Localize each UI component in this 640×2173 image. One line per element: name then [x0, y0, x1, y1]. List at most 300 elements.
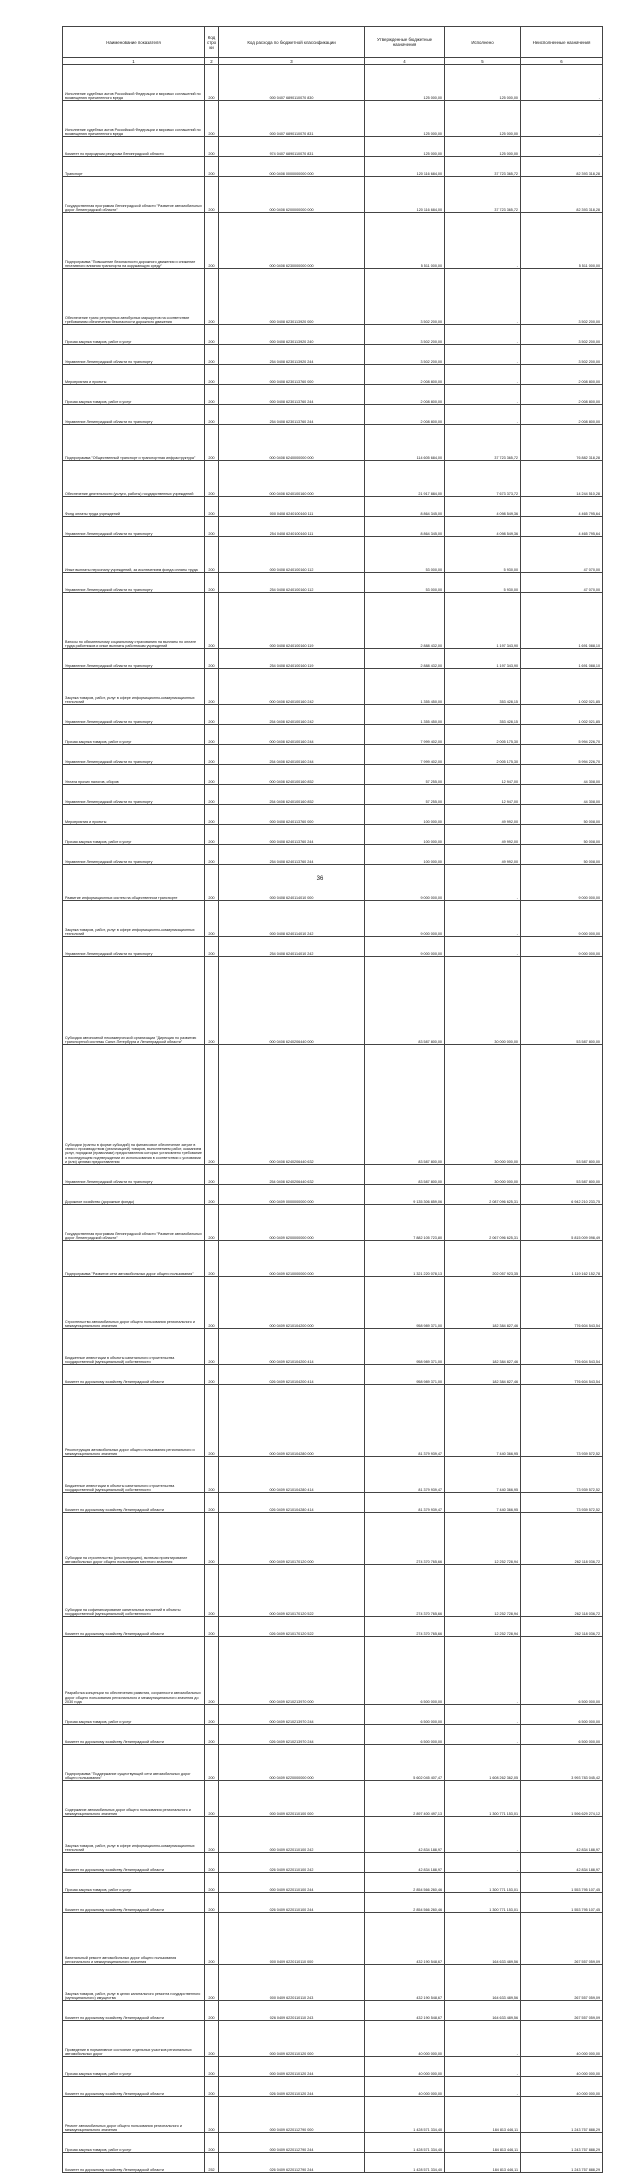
row-plan: 2 854 566 260,46	[365, 1873, 445, 1893]
header-left: Неисполненные назначения	[521, 27, 603, 58]
row-kbk: 000 0408 6230113920 240	[219, 325, 365, 345]
row-left: 42 834 188,97	[521, 1817, 603, 1853]
row-done: -	[445, 345, 521, 365]
row-name: Комитет по природным ресурсам Ленинградской области	[63, 137, 205, 157]
table-row	[63, 901, 603, 937]
row-line-code: 200	[205, 705, 219, 725]
row-left: 50 008,00	[521, 825, 603, 845]
row-name: Комитет по дорожному хозяйству Ленинградской области	[63, 2077, 205, 2097]
row-name: Комитет по дорожному хозяйству Ленинградской области	[63, 2001, 205, 2021]
row-done: -	[445, 1817, 521, 1853]
table-row	[63, 705, 603, 725]
header-done: Исполнено	[445, 27, 521, 58]
row-left: 53 587 800,00	[521, 1165, 603, 1185]
row-kbk: 026 0409 6220110100 242	[219, 1853, 365, 1873]
row-kbk: 026 0409 6210104200 414	[219, 1365, 365, 1385]
row-kbk: 000 0408 6240206440 000	[219, 957, 365, 1045]
row-kbk: 000 0408 6240100160 244	[219, 725, 365, 745]
row-name: Фонд оплаты труда учреждений	[63, 497, 205, 517]
row-done: 353 428,15	[445, 669, 521, 705]
row-plan: 6 500 000,00	[365, 1725, 445, 1745]
table-row	[63, 957, 603, 1045]
table-row	[63, 2153, 603, 2173]
row-done: 184 813 446,11	[445, 2097, 521, 2133]
row-plan: 7 882 105 723,80	[365, 1205, 445, 1241]
row-plan: 114 605 684,00	[365, 425, 445, 461]
table-row	[63, 1637, 603, 1705]
row-left: 1 596 629 274,12	[521, 1781, 603, 1817]
row-plan: 9 000 000,00	[365, 865, 445, 901]
table-row	[63, 1781, 603, 1817]
row-plan: 57 255,00	[365, 785, 445, 805]
table-row	[63, 65, 603, 101]
row-kbk: 254 0408 6240100160 111	[219, 517, 365, 537]
table-row	[63, 1893, 603, 1913]
table-row	[63, 101, 603, 137]
row-plan: 5 602 045 407,47	[365, 1745, 445, 1781]
table-row	[63, 385, 603, 405]
row-line-code: 200	[205, 2097, 219, 2133]
row-done: -	[445, 1725, 521, 1745]
row-name: Управление Ленинградской области по транспорту	[63, 573, 205, 593]
row-plan: 83 587 800,00	[365, 1165, 445, 1185]
row-line-code: 200	[205, 497, 219, 517]
row-left: 4 465 795,64	[521, 497, 603, 517]
table-row	[63, 1745, 603, 1781]
column-index: 3	[219, 58, 365, 65]
row-plan: 100 000,00	[365, 825, 445, 845]
row-line-code: 200	[205, 1277, 219, 1329]
row-left: 73 939 572,52	[521, 1493, 603, 1513]
row-name: Подпрограмма "Общественный транспорт и транспортная инфраструктура"	[63, 425, 205, 461]
row-left: 1 553 795 107,45	[521, 1893, 603, 1913]
row-kbk: 254 0408 6240113760 244	[219, 845, 365, 865]
row-plan: 274 370 765,66	[365, 1513, 445, 1565]
row-line-code: 200	[205, 725, 219, 745]
row-line-code: 200	[205, 365, 219, 385]
row-line-code: 200	[205, 385, 219, 405]
row-left: 3 993 783 045,42	[521, 1745, 603, 1781]
row-line-code: 200	[205, 1165, 219, 1185]
row-kbk: 254 0408 6240100160 242	[219, 705, 365, 725]
table-row	[63, 2077, 603, 2097]
row-plan: 1 428 571 334,40	[365, 2133, 445, 2153]
row-done: -	[445, 937, 521, 957]
table-row	[63, 405, 603, 425]
row-line-code: 200	[205, 745, 219, 765]
row-line-code: 200	[205, 537, 219, 573]
row-left: 1 243 757 888,29	[521, 2133, 603, 2153]
row-kbk: 254 0408 6240114010 242	[219, 937, 365, 957]
row-done: 2 005 175,30	[445, 725, 521, 745]
table-header-row	[63, 27, 603, 58]
row-plan: 1 428 571 334,40	[365, 2097, 445, 2133]
column-index: 6	[521, 58, 603, 65]
row-name: Управление Ленинградской области по транспорту	[63, 405, 205, 425]
row-left: 40 000 000,00	[521, 2057, 603, 2077]
row-kbk: 000 0409 6210104280 414	[219, 1457, 365, 1493]
row-line-code: 200	[205, 865, 219, 901]
row-name: Комитет по дорожному хозяйству Ленинградской области	[63, 1493, 205, 1513]
row-name: Закупка товаров, работ, услуг в целях капитального ремонта государственного (муниципального) имущества	[63, 1965, 205, 2001]
row-plan: 81 379 939,47	[365, 1385, 445, 1457]
row-name: Прочая закупка товаров, работ и услуг	[63, 385, 205, 405]
row-left: 1 119 162 152,78	[521, 1241, 603, 1277]
row-name: Управление Ленинградской области по транспорту	[63, 649, 205, 669]
row-left: 42 834 188,97	[521, 1853, 603, 1873]
row-done: -	[445, 1853, 521, 1873]
row-line-code: 200	[205, 901, 219, 937]
row-line-code: 200	[205, 1365, 219, 1385]
row-done: 125 000,00	[445, 137, 521, 157]
row-plan: 125 000,00	[365, 65, 445, 101]
row-kbk: 000 0408 6240100160 000	[219, 461, 365, 497]
row-line-code: 200	[205, 785, 219, 805]
row-line-code: 200	[205, 573, 219, 593]
table-row	[63, 157, 603, 177]
row-done: 37 723 365,72	[445, 177, 521, 213]
row-done: 125 000,00	[445, 101, 521, 137]
row-done: 12 947,00	[445, 765, 521, 785]
table-row	[63, 1705, 603, 1725]
row-done: -	[445, 2077, 521, 2097]
table-row	[63, 1277, 603, 1329]
row-done: -	[445, 2021, 521, 2057]
table-row	[63, 325, 603, 345]
row-kbk: 026 0409 6220110100 244	[219, 1893, 365, 1913]
row-done: -	[445, 865, 521, 901]
row-name: Управление Ленинградской области по транспорту	[63, 845, 205, 865]
row-line-code: 200	[205, 2021, 219, 2057]
row-line-code: 200	[205, 825, 219, 845]
row-plan: 958 989 371,00	[365, 1329, 445, 1365]
table-row	[63, 345, 603, 365]
table-row	[63, 845, 603, 865]
row-kbk: 000 0409 0000000000 000	[219, 1185, 365, 1205]
row-plan: 2 854 566 260,46	[365, 1893, 445, 1913]
row-name: Управление Ленинградской области по транспорту	[63, 937, 205, 957]
row-name: Ремонт автомобильных дорог общего пользования регионального и межмуниципального значения	[63, 2097, 205, 2133]
row-left: 1 691 088,10	[521, 649, 603, 669]
row-left: 262 118 036,72	[521, 1565, 603, 1617]
row-left: 4 465 795,64	[521, 517, 603, 537]
table-row	[63, 725, 603, 745]
row-left: 5 994 226,70	[521, 745, 603, 765]
row-done: 12 252 728,94	[445, 1513, 521, 1565]
table-row	[63, 1493, 603, 1513]
row-kbk: 026 0409 6220110120 244	[219, 2077, 365, 2097]
row-name: Комитет по дорожному хозяйству Ленинградской области	[63, 1853, 205, 1873]
row-line-code: 200	[205, 593, 219, 649]
table-row	[63, 497, 603, 517]
row-kbk: 254 0408 6240206440 632	[219, 1165, 365, 1185]
row-plan: 9 000 000,00	[365, 901, 445, 937]
row-kbk: 000 0409 6220110120 000	[219, 2021, 365, 2057]
row-left: 3 502 200,00	[521, 325, 603, 345]
row-left: 262 118 036,72	[521, 1617, 603, 1637]
row-plan: 5 511 000,00	[365, 213, 445, 269]
row-line-code: 200	[205, 845, 219, 865]
row-line-code: 200	[205, 1725, 219, 1745]
row-plan: 120 116 684,00	[365, 177, 445, 213]
row-plan: 53 000,00	[365, 537, 445, 573]
table-row	[63, 537, 603, 573]
row-kbk: 254 0408 6240100160 119	[219, 649, 365, 669]
row-kbk: 000 0409 6220110100 000	[219, 1781, 365, 1817]
row-left: 5 511 000,00	[521, 213, 603, 269]
row-plan: 6 500 000,00	[365, 1637, 445, 1705]
row-line-code: 200	[205, 1385, 219, 1457]
row-done: -	[445, 365, 521, 385]
table-row	[63, 517, 603, 537]
row-done: 182 384 827,46	[445, 1277, 521, 1329]
table-row	[63, 1241, 603, 1277]
row-left: -	[521, 101, 603, 137]
row-done: 182 384 827,46	[445, 1329, 521, 1365]
row-name: Взносы по обязательному социальному страхованию на выплаты по оплате труда работников и иные выплаты работникам учреждений	[63, 593, 205, 649]
table-row	[63, 1365, 603, 1385]
row-line-code: 200	[205, 2001, 219, 2021]
row-kbk: 026 0409 6220110110 243	[219, 2001, 365, 2021]
column-index: 5	[445, 58, 521, 65]
row-line-code: 200	[205, 1817, 219, 1853]
row-kbk: 000 0408 6240100160 242	[219, 669, 365, 705]
row-left: 40 000 000,00	[521, 2021, 603, 2057]
row-line-code: 200	[205, 1045, 219, 1165]
table-row	[63, 2001, 603, 2021]
row-done: -	[445, 901, 521, 937]
row-kbk: 254 0408 6230113760 244	[219, 405, 365, 425]
table-row	[63, 1873, 603, 1893]
table-row	[63, 1329, 603, 1365]
row-left: 53 587 800,00	[521, 957, 603, 1045]
row-plan: 125 000,00	[365, 101, 445, 137]
row-plan: 83 587 800,00	[365, 1045, 445, 1165]
row-plan: 9 135 306 859,06	[365, 1185, 445, 1205]
row-plan: 7 999 402,00	[365, 745, 445, 765]
row-name: Управление Ленинградской области по транспорту	[63, 1165, 205, 1185]
row-kbk: 254 0408 6240100160 852	[219, 785, 365, 805]
row-name: Управление Ленинградской области по транспорту	[63, 517, 205, 537]
row-done: 7 440 366,95	[445, 1385, 521, 1457]
row-done: 2 067 096 625,31	[445, 1205, 521, 1241]
row-done: 4 098 549,36	[445, 517, 521, 537]
row-name: Субсидии на строительство (реконструкцию), включая проектирование автомобильных дорог общего пользования местного значения	[63, 1513, 205, 1565]
row-done: -	[445, 1705, 521, 1725]
row-line-code: 200	[205, 1205, 219, 1241]
row-line-code: 200	[205, 2133, 219, 2153]
row-plan: 1 428 571 334,40	[365, 2153, 445, 2173]
row-kbk: 000 0409 6210104200 414	[219, 1329, 365, 1365]
row-plan: 2 008 800,00	[365, 365, 445, 385]
row-name: Реконструкция автомобильных дорог общего пользования регионального и межмуниципального значения	[63, 1385, 205, 1457]
row-kbk: 026 0409 6210213970 244	[219, 1725, 365, 1745]
page-number: 36	[316, 876, 324, 882]
row-plan: 2 888 432,00	[365, 593, 445, 649]
row-done: 182 384 827,46	[445, 1365, 521, 1385]
row-name: Обеспечение транс регулярных автобусных маршрутов на соответствие требованиям обеспечения безопасности дорожного движения	[63, 269, 205, 325]
row-name: Прочая закупка товаров, работ и услуг	[63, 2057, 205, 2077]
row-left: 2 008 800,00	[521, 385, 603, 405]
row-plan: 1 355 450,00	[365, 705, 445, 725]
row-done: 125 000,00	[445, 65, 521, 101]
table-row	[63, 365, 603, 385]
row-kbk: 254 0408 6240100160 112	[219, 573, 365, 593]
row-left: 3 502 200,00	[521, 269, 603, 325]
row-line-code: 200	[205, 957, 219, 1045]
row-left: 6 500 000,00	[521, 1725, 603, 1745]
row-left: 40 000 000,00	[521, 2077, 603, 2097]
table-row	[63, 269, 603, 325]
row-left: 9 000 000,00	[521, 865, 603, 901]
row-done: 184 813 446,11	[445, 2153, 521, 2173]
row-done: -	[445, 269, 521, 325]
row-kbk: 000 0409 6210213970 244	[219, 1705, 365, 1725]
row-line-code: 200	[205, 1705, 219, 1725]
row-name: Разработка концепции по обеспечению развития, сохранности автомобильных дорог общего пользования регионального и межмуниципального значения до 2030 года	[63, 1637, 205, 1705]
row-line-code: 200	[205, 669, 219, 705]
row-plan: 2 008 800,00	[365, 405, 445, 425]
row-plan: 3 502 200,00	[365, 325, 445, 345]
row-kbk: 000 0408 6240100160 852	[219, 765, 365, 785]
table-row	[63, 593, 603, 649]
row-plan: 7 999 402,00	[365, 725, 445, 745]
row-line-code: 200	[205, 1241, 219, 1277]
header-name: Наименование показателя	[63, 27, 205, 58]
row-plan: 1 355 450,00	[365, 669, 445, 705]
row-done: 30 000 000,00	[445, 957, 521, 1045]
row-line-code: 200	[205, 269, 219, 325]
row-line-code: 200	[205, 765, 219, 785]
row-left: 1 002 021,85	[521, 705, 603, 725]
row-line-code: 200	[205, 1565, 219, 1617]
row-done: 49 992,00	[445, 845, 521, 865]
table-row	[63, 1513, 603, 1565]
row-left: 776 604 543,54	[521, 1277, 603, 1329]
row-done: 5 930,00	[445, 537, 521, 573]
row-plan: 2 897 400 497,13	[365, 1781, 445, 1817]
row-plan: 42 834 188,97	[365, 1817, 445, 1853]
row-line-code: 200	[205, 1893, 219, 1913]
table-row	[63, 461, 603, 497]
table-row	[63, 137, 603, 157]
row-done: 5 930,00	[445, 573, 521, 593]
row-plan: 100 000,00	[365, 805, 445, 825]
row-plan: 57 255,00	[365, 765, 445, 785]
row-name: Комитет по дорожному хозяйству Ленинградской области	[63, 1725, 205, 1745]
row-left: -	[521, 137, 603, 157]
row-left: 267 557 059,09	[521, 2001, 603, 2021]
row-left: 53 587 800,00	[521, 1045, 603, 1165]
row-left: 2 008 800,00	[521, 405, 603, 425]
row-name: Дорожное хозяйство (дорожные фонды)	[63, 1185, 205, 1205]
row-kbk: 000 0408 6240113760 244	[219, 825, 365, 845]
row-done: 49 992,00	[445, 805, 521, 825]
row-done: -	[445, 213, 521, 269]
row-kbk: 254 0408 6240100160 244	[219, 745, 365, 765]
row-line-code: 200	[205, 805, 219, 825]
row-name: Прочая закупка товаров, работ и услуг	[63, 2133, 205, 2153]
row-kbk: 000 0409 6220110110 243	[219, 1965, 365, 2001]
row-kbk: 000 0409 6220110100 244	[219, 1873, 365, 1893]
row-left: 5 994 226,70	[521, 725, 603, 745]
row-line-code: 200	[205, 345, 219, 365]
table-row	[63, 1385, 603, 1457]
row-name: Государственная программа Ленинградской области "Развитие автомобильных дорог Ленинградской области"	[63, 177, 205, 213]
row-name: Комитет по дорожному хозяйству Ленинградской области	[63, 1365, 205, 1385]
table-row	[63, 865, 603, 901]
row-line-code: 200	[205, 137, 219, 157]
row-line-code: 200	[205, 101, 219, 137]
row-kbk: 000 0408 6240114010 242	[219, 901, 365, 937]
budget-expenditure-table	[62, 26, 603, 2173]
budget-report-page	[62, 26, 602, 2173]
table-row	[63, 1817, 603, 1853]
row-kbk: 000 0409 6220112790 244	[219, 2133, 365, 2153]
row-name: Комитет по дорожному хозяйству Ленинградской области	[63, 2153, 205, 2173]
row-name: Управление Ленинградской области по транспорту	[63, 745, 205, 765]
row-plan: 9 000 000,00	[365, 937, 445, 957]
row-kbk: 000 0409 6220000000 000	[219, 1745, 365, 1781]
row-done: 164 633 489,56	[445, 1913, 521, 1965]
row-name: Строительство автомобильных дорог общего пользования регионального и межмуниципального значения	[63, 1277, 205, 1329]
row-line-code: 200	[205, 1873, 219, 1893]
row-done: 7 440 366,95	[445, 1493, 521, 1513]
row-name: Капитальный ремонт автомобильных дорог общего пользования регионального и межмуниципального значения	[63, 1913, 205, 1965]
row-line-code: 200	[205, 2077, 219, 2097]
row-left: 6 500 000,00	[521, 1637, 603, 1705]
row-name: Бюджетные инвестиции в объекты капитального строительства государственной (муниципальной) собственности	[63, 1457, 205, 1493]
row-kbk: 000 0409 6210170120 000	[219, 1513, 365, 1565]
row-done: 1 197 343,90	[445, 593, 521, 649]
row-left: 73 939 572,52	[521, 1385, 603, 1457]
row-done: 4 098 549,36	[445, 497, 521, 517]
table-row	[63, 1165, 603, 1185]
row-done: 49 992,00	[445, 825, 521, 845]
row-kbk: 000 0408 6240100160 111	[219, 497, 365, 517]
row-kbk: 026 0409 6220112790 244	[219, 2153, 365, 2173]
table-row	[63, 1965, 603, 2001]
row-plan: 274 370 765,66	[365, 1617, 445, 1637]
row-line-code: 200	[205, 1185, 219, 1205]
row-left: 6 942 210 233,75	[521, 1185, 603, 1205]
row-left: 73 939 572,52	[521, 1457, 603, 1493]
table-row	[63, 1565, 603, 1617]
row-plan: 100 000,00	[365, 845, 445, 865]
row-left: 44 308,00	[521, 765, 603, 785]
row-kbk: 000 0408 6240100160 112	[219, 537, 365, 573]
row-name: Транспорт	[63, 157, 205, 177]
row-name: Комитет по дорожному хозяйству Ленинградской области	[63, 1893, 205, 1913]
row-done: 37 723 365,72	[445, 425, 521, 461]
table-row	[63, 825, 603, 845]
row-name: Субсидия автономной некоммерческой организации "Дирекция по развитию транспортной системы Санкт-Петербурга и Ленинградской области"	[63, 957, 205, 1045]
row-plan: 40 000 000,00	[365, 2021, 445, 2057]
row-left: 9 000 000,00	[521, 901, 603, 937]
table-row	[63, 649, 603, 669]
row-kbk: 000 0407 6890110070 830	[219, 65, 365, 101]
table-row	[63, 1185, 603, 1205]
row-kbk: 000 0408 6240000000 000	[219, 425, 365, 461]
row-plan: 958 989 371,00	[365, 1365, 445, 1385]
row-name: Исполнение судебных актов Российской Федерации и мировых соглашений по возмещению причиненного вреда	[63, 65, 205, 101]
row-left: 776 604 543,54	[521, 1329, 603, 1365]
table-row	[63, 1457, 603, 1493]
row-name: Закупка товаров, работ, услуг в сфере информационно-коммуникационных технологий	[63, 1817, 205, 1853]
row-left: 14 244 510,28	[521, 461, 603, 497]
row-line-code: 200	[205, 65, 219, 101]
row-kbk: 026 0409 6210104280 414	[219, 1493, 365, 1513]
